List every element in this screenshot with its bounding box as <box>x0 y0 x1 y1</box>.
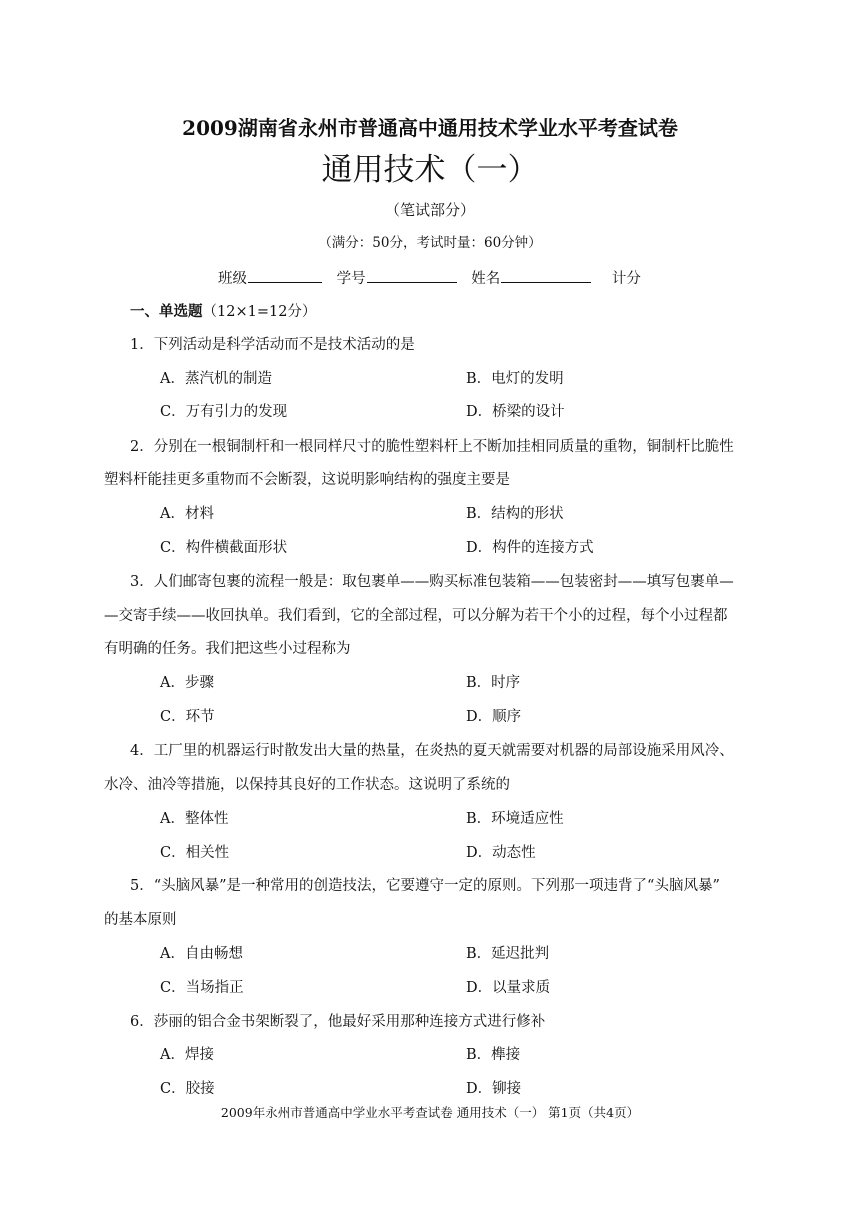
question-2-stem-line-2: 塑料杆能挂更多重物而不会断裂，这说明影响结构的强度主要是 <box>104 472 510 488</box>
question-5-option-b[interactable]: B．延迟批判 <box>466 946 550 962</box>
section-title: 一、单选题 <box>130 303 203 320</box>
question-1-option-d[interactable]: D．桥梁的设计 <box>466 404 565 420</box>
question-5-option-a[interactable]: A．自由畅想 <box>160 946 243 962</box>
question-3-stem-line-2: —交寄手续——收回执单。我们看到，它的全部过程，可以分解为若干个小的过程，每个小过程都 <box>104 608 728 624</box>
question-3-stem-line-3: 有明确的任务。我们把这些小过程称为 <box>104 641 351 657</box>
question-4-option-d[interactable]: D．动态性 <box>466 845 536 861</box>
question-1-option-b[interactable]: B．电灯的发明 <box>466 371 564 387</box>
question-1-stem: 1．下列活动是科学活动而不是技术活动的是 <box>130 337 415 353</box>
question-5-option-d[interactable]: D．以量求质 <box>466 980 551 996</box>
question-3-option-c[interactable]: C．环节 <box>160 709 215 725</box>
question-5-stem-line-1: 5．“头脑风暴”是一种常用的创造技法，它要遵守一定的原则。下列那一项违背了“头脑风暴” <box>130 878 720 894</box>
question-4-option-c[interactable]: C．相关性 <box>160 845 230 861</box>
page-footer: 2009年永州市普通高中学业水平考查试卷 通用技术（一） 第1页（共4页） <box>220 1105 640 1120</box>
question-4-option-a[interactable]: A．整体性 <box>160 811 229 827</box>
score-time-note: （满分：50分，考试时量：60分钟） <box>318 235 542 251</box>
question-6-option-d[interactable]: D．铆接 <box>466 1081 522 1097</box>
class-label: 班级 <box>218 271 247 287</box>
subject-title: 通用技术（一） <box>321 152 539 188</box>
question-2-option-c[interactable]: C．构件横截面形状 <box>160 540 288 556</box>
question-5-option-c[interactable]: C．当场指正 <box>160 980 244 996</box>
question-3-stem-line-1: 3．人们邮寄包裹的流程一般是：取包裹单——购买标准包装箱——包装密封——填写包裹单— <box>130 574 734 590</box>
question-6-option-b[interactable]: B．榫接 <box>466 1047 521 1063</box>
question-3-option-b[interactable]: B．时序 <box>466 675 521 691</box>
section-heading <box>130 303 316 321</box>
question-4-option-b[interactable]: B．环境适应性 <box>466 811 564 827</box>
section-score-note: （12×1=12分） <box>202 304 317 320</box>
question-4-stem-line-1: 4．工厂里的机器运行时散发出大量的热量，在炎热的夏天就需要对机器的局部设施采用风冷、 <box>130 743 734 759</box>
question-6-option-c[interactable]: C．胶接 <box>160 1081 215 1097</box>
question-6-option-a[interactable]: A．焊接 <box>160 1047 214 1063</box>
question-2-stem-line-1: 2．分别在一根铜制杆和一根同样尺寸的脆性塑料杆上不断加挂相同质量的重物，铜制杆比脆性 <box>130 439 734 455</box>
question-1-option-c[interactable]: C．万有引力的发现 <box>160 404 288 420</box>
question-4-stem-line-2: 水冷、油冷等措施，以保持其良好的工作状态。这说明了系统的 <box>104 777 510 793</box>
question-3-option-a[interactable]: A．步骤 <box>160 675 214 691</box>
id-label: 学号 <box>336 271 366 287</box>
question-3-option-d[interactable]: D．顺序 <box>466 709 522 725</box>
score-label: 计分 <box>611 271 641 287</box>
question-5-stem-line-2: 的基本原则 <box>104 912 177 928</box>
question-1-option-a[interactable]: A．蒸汽机的制造 <box>160 371 272 387</box>
question-2-option-d[interactable]: D．构件的连接方式 <box>466 540 594 556</box>
name-label: 姓名 <box>471 271 501 287</box>
name-blank[interactable] <box>501 268 591 283</box>
student-info-row <box>218 268 641 288</box>
id-blank[interactable] <box>367 268 457 283</box>
class-blank[interactable] <box>248 268 322 283</box>
part-label: （笔试部分） <box>384 201 475 219</box>
question-2-option-b[interactable]: B．结构的形状 <box>466 506 564 522</box>
question-6-stem: 6．莎丽的铝合金书架断裂了，他最好采用那种连接方式进行修补 <box>130 1014 546 1030</box>
question-2-option-a[interactable]: A．材料 <box>160 506 214 522</box>
exam-title: 2009湖南省永州市普通高中通用技术学业水平考查试卷 <box>182 116 678 140</box>
